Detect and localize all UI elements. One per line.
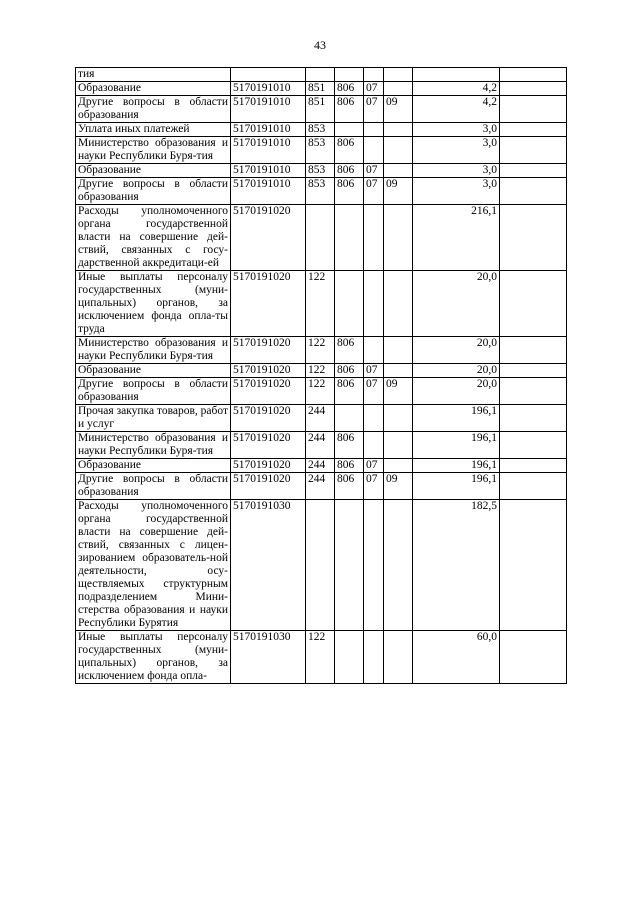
cell-expense-type [306,205,335,271]
cell-department-code: 806 [335,337,364,364]
cell-name: Министерство образования и науки Республики Буря-тия [76,137,231,164]
cell-section [364,337,384,364]
cell-name: тия [76,68,231,82]
cell-department-code [335,123,364,137]
cell-target-article: 5170191010 [231,82,306,96]
cell-empty [500,205,567,271]
cell-amount: 60,0 [413,631,500,684]
cell-expense-type: 851 [306,96,335,123]
cell-name: Министерство образования и науки Республики Буря-тия [76,432,231,459]
cell-section: 07 [364,459,384,473]
cell-expense-type: 853 [306,164,335,178]
cell-amount: 196,1 [413,432,500,459]
cell-name: Прочая закупка товаров, работ и услуг [76,405,231,432]
cell-subsection [384,432,413,459]
table-row [76,82,567,96]
cell-subsection [384,459,413,473]
cell-name: Иные выплаты персоналу государственных (муни-ципальных) органов, за исключением фонда опла- [76,631,231,684]
cell-expense-type: 851 [306,82,335,96]
cell-department-code: 806 [335,432,364,459]
table-row [76,164,567,178]
cell-target-article: 5170191020 [231,473,306,500]
cell-empty [500,364,567,378]
cell-subsection [384,164,413,178]
cell-empty [500,96,567,123]
cell-department-code [335,68,364,82]
cell-expense-type: 122 [306,364,335,378]
cell-expense-type: 122 [306,271,335,337]
table-row [76,378,567,405]
cell-department-code [335,205,364,271]
table-row [76,123,567,137]
cell-subsection: 09 [384,473,413,500]
table-row [76,459,567,473]
cell-target-article: 5170191020 [231,271,306,337]
cell-department-code [335,405,364,432]
table-row [76,500,567,631]
cell-name: Уплата иных платежей [76,123,231,137]
cell-section [364,405,384,432]
cell-amount: 20,0 [413,364,500,378]
cell-empty [500,271,567,337]
table-row [76,178,567,205]
table-row [76,205,567,271]
cell-department-code: 806 [335,178,364,205]
cell-amount: 4,2 [413,82,500,96]
cell-expense-type: 244 [306,473,335,500]
cell-empty [500,473,567,500]
cell-subsection: 09 [384,378,413,405]
cell-name: Другие вопросы в области образования [76,473,231,500]
cell-expense-type [306,500,335,631]
cell-target-article [231,68,306,82]
cell-section: 07 [364,164,384,178]
cell-target-article: 5170191020 [231,432,306,459]
cell-section [364,205,384,271]
cell-amount: 3,0 [413,164,500,178]
cell-subsection [384,500,413,631]
cell-expense-type: 122 [306,378,335,405]
cell-empty [500,164,567,178]
cell-amount: 4,2 [413,96,500,123]
cell-expense-type: 853 [306,123,335,137]
cell-section: 07 [364,378,384,405]
cell-name: Расходы уполномоченного органа государственной власти на совершение дей-ствий, связанных с госу-дарственной аккредитаци-ей [76,205,231,271]
cell-section: 07 [364,82,384,96]
table-row [76,68,567,82]
cell-name: Образование [76,164,231,178]
cell-amount: 216,1 [413,205,500,271]
cell-amount: 20,0 [413,378,500,405]
cell-subsection [384,364,413,378]
cell-name: Другие вопросы в области образования [76,178,231,205]
cell-expense-type: 122 [306,631,335,684]
table-row [76,432,567,459]
cell-expense-type: 244 [306,405,335,432]
cell-target-article: 5170191030 [231,631,306,684]
cell-target-article: 5170191010 [231,137,306,164]
cell-department-code: 806 [335,364,364,378]
cell-department-code: 806 [335,137,364,164]
cell-subsection [384,137,413,164]
cell-name: Образование [76,459,231,473]
cell-name: Образование [76,82,231,96]
table-row [76,631,567,684]
cell-empty [500,432,567,459]
cell-target-article: 5170191010 [231,164,306,178]
cell-expense-type [306,68,335,82]
table-row [76,473,567,500]
cell-amount: 196,1 [413,473,500,500]
cell-expense-type: 122 [306,337,335,364]
table-row [76,96,567,123]
cell-empty [500,631,567,684]
cell-subsection [384,205,413,271]
cell-empty [500,459,567,473]
cell-subsection [384,68,413,82]
cell-amount: 20,0 [413,337,500,364]
cell-target-article: 5170191010 [231,178,306,205]
cell-section: 07 [364,96,384,123]
cell-empty [500,500,567,631]
cell-expense-type: 244 [306,432,335,459]
cell-section [364,137,384,164]
cell-subsection [384,82,413,96]
cell-amount: 3,0 [413,137,500,164]
cell-department-code: 806 [335,82,364,96]
cell-empty [500,378,567,405]
cell-section: 07 [364,364,384,378]
cell-section [364,500,384,631]
cell-expense-type: 853 [306,178,335,205]
cell-target-article: 5170191030 [231,500,306,631]
cell-department-code: 806 [335,96,364,123]
cell-department-code: 806 [335,164,364,178]
cell-section [364,631,384,684]
cell-empty [500,68,567,82]
cell-amount: 196,1 [413,459,500,473]
cell-amount: 196,1 [413,405,500,432]
cell-target-article: 5170191020 [231,337,306,364]
cell-name: Другие вопросы в области образования [76,378,231,405]
cell-subsection [384,123,413,137]
cell-name: Другие вопросы в области образования [76,96,231,123]
cell-amount: 3,0 [413,123,500,137]
table-row [76,271,567,337]
table-row [76,364,567,378]
cell-empty [500,82,567,96]
budget-table [75,67,567,684]
cell-expense-type: 853 [306,137,335,164]
cell-section: 07 [364,473,384,500]
page-number: 43 [314,38,326,52]
cell-name: Образование [76,364,231,378]
cell-target-article: 5170191020 [231,459,306,473]
table-row [76,405,567,432]
cell-subsection [384,631,413,684]
cell-department-code [335,500,364,631]
cell-section [364,271,384,337]
cell-department-code: 806 [335,459,364,473]
cell-amount: 20,0 [413,271,500,337]
cell-amount [413,68,500,82]
cell-subsection [384,405,413,432]
cell-target-article: 5170191010 [231,96,306,123]
cell-empty [500,137,567,164]
cell-name: Расходы уполномоченного органа государственной власти на совершение дей-ствий, связанных с лицен-зированием образователь-ной деятельности, осу-ществляемых структурным подразделением Мини-стерства образования и науки Республики Бурятия [76,500,231,631]
cell-target-article: 5170191020 [231,205,306,271]
cell-target-article: 5170191020 [231,405,306,432]
cell-name: Министерство образования и науки Республики Буря-тия [76,337,231,364]
cell-empty [500,405,567,432]
cell-section: 07 [364,178,384,205]
cell-section [364,123,384,137]
cell-expense-type: 244 [306,459,335,473]
cell-department-code: 806 [335,473,364,500]
cell-name: Иные выплаты персоналу государственных (муни-ципальных) органов, за исключением фонда опла-ты труда [76,271,231,337]
cell-amount: 3,0 [413,178,500,205]
table-row [76,337,567,364]
cell-empty [500,337,567,364]
cell-department-code [335,631,364,684]
cell-department-code: 806 [335,378,364,405]
cell-section [364,68,384,82]
cell-subsection [384,337,413,364]
cell-department-code [335,271,364,337]
table-body [76,68,567,684]
cell-target-article: 5170191020 [231,378,306,405]
table-row [76,137,567,164]
cell-amount: 182,5 [413,500,500,631]
cell-subsection: 09 [384,96,413,123]
cell-subsection [384,271,413,337]
cell-empty [500,123,567,137]
cell-target-article: 5170191020 [231,364,306,378]
cell-target-article: 5170191010 [231,123,306,137]
cell-subsection: 09 [384,178,413,205]
cell-section [364,432,384,459]
cell-empty [500,178,567,205]
